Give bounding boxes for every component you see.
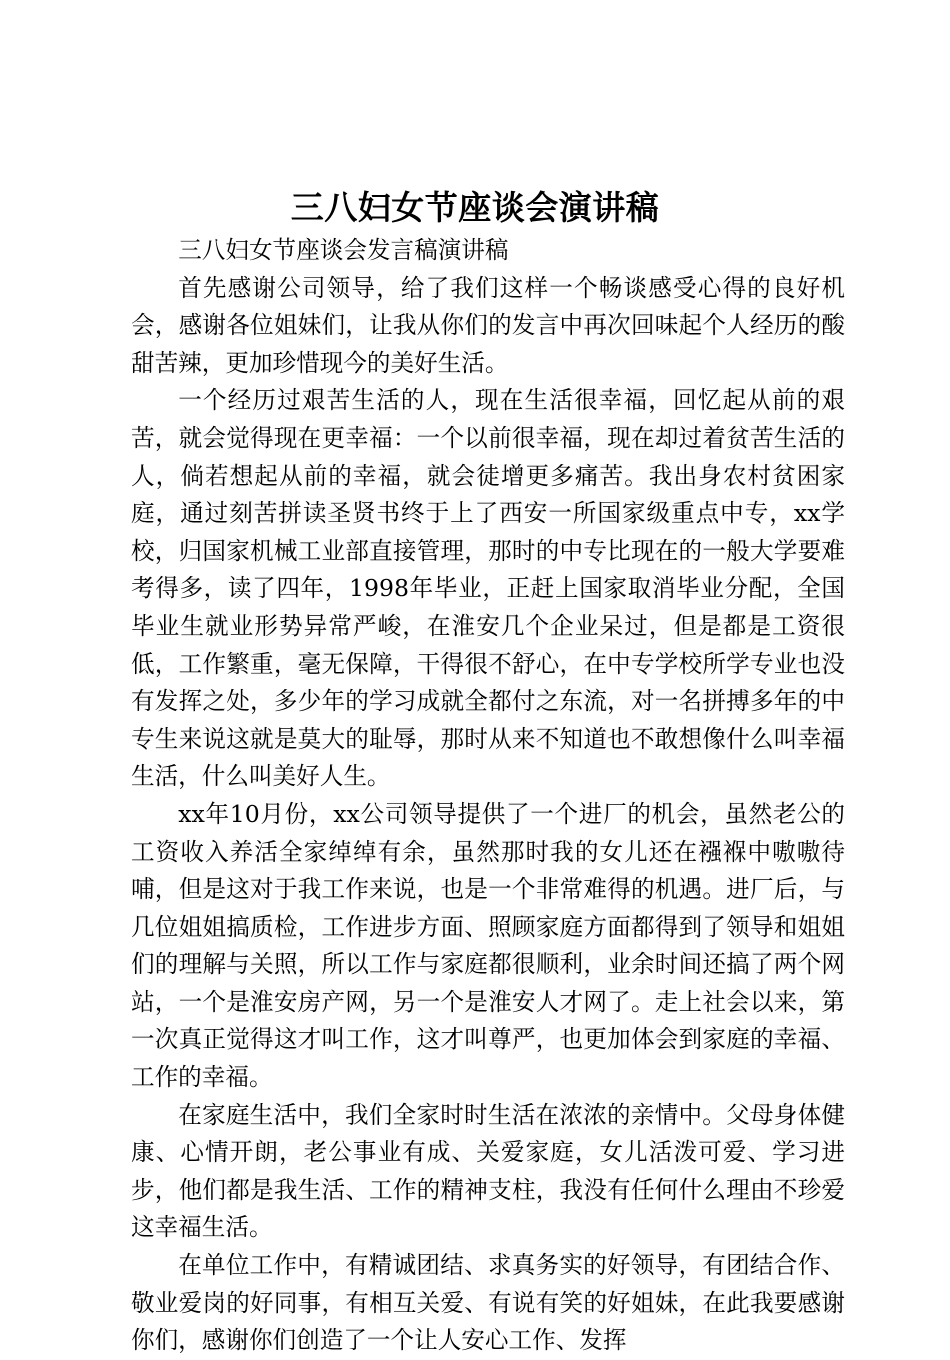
- paragraph-joining-company: xx年10月份，xx公司领导提供了一个进厂的机会，虽然老公的工资收入养活全家绰绰有余，虽然那时我的女儿还在襁褓中嗷嗷待哺，但是这对于我工作来说，也是一个非常难得的机遇。进厂后，与几位姐姐搞质检，工作进步方面、照顾家庭方面都得到了领导和姐姐们的理解与关照，所以工作与家庭都很顺利，业余时间还搞了两个网站，一个是淮安房产网，另一个是淮安人才网了。走上社会以来，第一次真正觉得这才叫工作，这才叫尊严，也更加体会到家庭的幸福、工作的幸福。: [131, 799, 845, 1092]
- document-body: [131, 232, 845, 1360]
- paragraph-subtitle: 三八妇女节座谈会发言稿演讲稿: [178, 236, 509, 264]
- paragraph-workplace: 在单位工作中，有精诚团结、求真务实的好领导，有团结合作、敬业爱岗的好同事，有相互关爱、有说有笑的好姐妹，在此我要感谢你们，感谢你们创造了一个让人安心工作、发挥: [131, 1251, 845, 1355]
- paragraph-personal-history: 一个经历过艰苦生活的人，现在生活很幸福，回忆起从前的艰苦，就会觉得现在更幸福：一个以前很幸福，现在却过着贫苦生活的人，倘若想起从前的幸福，就会徒增更多痛苦。我出身农村贫困家庭，通过刻苦拼读圣贤书终于上了西安一所国家级重点中专，xx学校，归国家机械工业部直接管理，那时的中专比现在的一般大学要难考得多，读了四年，1998年毕业，正赶上国家取消毕业分配，全国毕业生就业形势异常严峻，在淮安几个企业呆过，但是都是工资很低，工作繁重，毫无保障，干得很不舒心，在中专学校所学专业也没有发挥之处，多少年的学习成就全都付之东流，对一名拼搏多年的中专生来说这就是莫大的耻辱，那时从来不知道也不敢想像什么叫幸福生活，什么叫美好人生。: [131, 386, 845, 791]
- paragraph-family-life: 在家庭生活中，我们全家时时生活在浓浓的亲情中。父母身体健康、心情开朗，老公事业有成、关爱家庭，女儿活泼可爱、学习进步，他们都是我生活、工作的精神支柱，我没有任何什么理由不珍爱这幸福生活。: [131, 1100, 845, 1242]
- paragraph-thanks: 首先感谢公司领导，给了我们这样一个畅谈感受心得的良好机会，感谢各位姐妹们，让我从你们的发言中再次回味起个人经历的酸甜苦辣，更加珍惜现今的美好生活。: [131, 273, 845, 377]
- document-title: 三八妇女节座谈会演讲稿: [290, 188, 660, 227]
